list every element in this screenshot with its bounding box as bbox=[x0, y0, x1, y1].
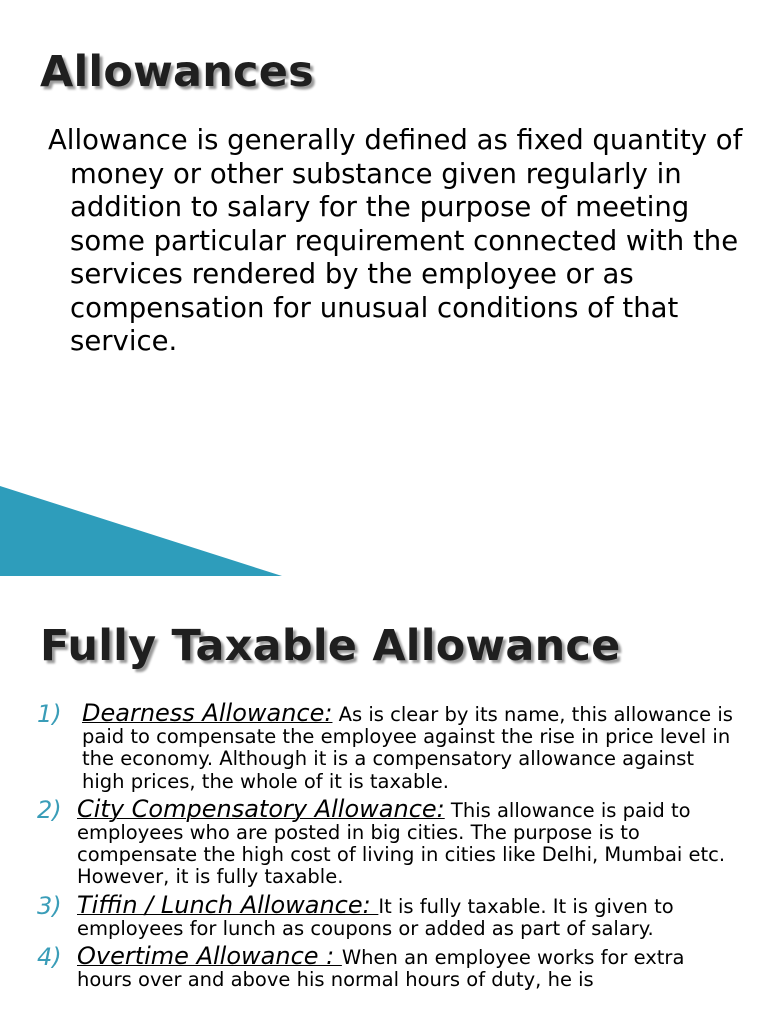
allowance-term: Tiffin / Lunch Allowance: bbox=[77, 890, 379, 919]
list-number: 2) bbox=[37, 795, 62, 824]
slide-title: Allowances bbox=[40, 47, 314, 97]
allowance-description: It is fully taxable. It is given to employees for lunch as coupons or added as part of salary. bbox=[77, 894, 674, 940]
allowance-term: Dearness Allowance: bbox=[82, 699, 333, 727]
list-item bbox=[37, 890, 737, 940]
allowance-list bbox=[37, 699, 737, 996]
list-item bbox=[37, 794, 737, 889]
slide-title: Fully Taxable Allowance bbox=[40, 621, 621, 671]
list-number: 4) bbox=[37, 943, 62, 972]
list-item bbox=[37, 699, 737, 793]
allowance-description: As is clear by its name, this allowance is paid to compensate the employee against the rise in price level in the economy. Although it is a compensatory allowance against high prices, the whole of it is taxable. bbox=[82, 703, 733, 793]
list-number: 1) bbox=[37, 700, 62, 728]
allowance-term: City Compensatory Allowance: bbox=[77, 794, 445, 823]
allowance-description: When an employee works for extra hours over and above his normal hours of duty, he is bbox=[77, 946, 685, 992]
list-number: 3) bbox=[37, 891, 62, 920]
decorative-triangle bbox=[0, 486, 282, 576]
definition-paragraph: Allowance is generally defined as fixed quantity of money or other substance given regularly in addition to salary for the purpose of meeting some particular requirement connected with the services rendered by the employee or as compensation for unusual conditions of that service. bbox=[48, 124, 743, 357]
slide-fully-taxable-allowance bbox=[0, 598, 768, 1024]
list-item bbox=[37, 942, 737, 992]
allowance-term: Overtime Allowance : bbox=[77, 942, 342, 971]
allowance-description: This allowance is paid to employees who are posted in big cities. The purpose is to compensate the high cost of living in cities like Delhi, Mumbai etc. However, it is fully taxable. bbox=[77, 798, 726, 889]
